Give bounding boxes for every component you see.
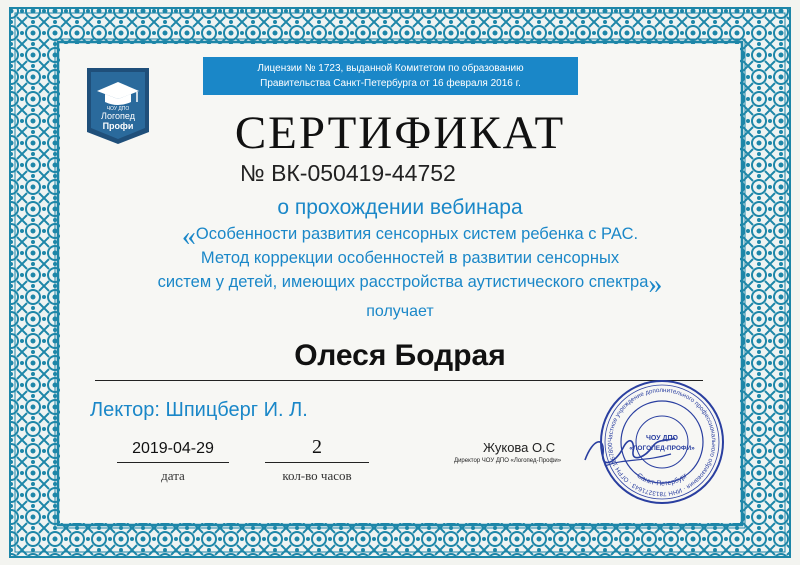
certificate-subtitle: о прохождении вебинара [277, 196, 523, 219]
close-quote: » [648, 269, 663, 300]
recipient-name: Олеся Бодрая [294, 339, 506, 372]
date-value: 2019-04-29 [132, 440, 214, 457]
lecturer: Лектор: Шпицберг И. Л. [90, 399, 308, 421]
signer-name: Жукова О.С [483, 440, 556, 455]
open-quote: « [181, 221, 196, 252]
stamp-center-line-1: ЧОУ ДПО [646, 435, 678, 442]
license-line-1: Лицензии № 1723, выданной Комитетом по образованию [257, 63, 524, 74]
hours-value: 2 [312, 436, 322, 458]
license-line-2: Правительства Санкт-Петербурга от 16 февраля 2016 г. [260, 78, 521, 89]
certificate-number: № ВК-050419-44752 [240, 160, 456, 186]
logo-line-2: Профи [102, 121, 134, 131]
stamp-outer-text: Частное учреждение дополнительного профессионального образования · ИНН 7813271643 · ОГРН 1167800 [606, 386, 718, 498]
date-label: дата [161, 468, 185, 483]
certificate-title: СЕРТИФИКАТ [234, 107, 566, 159]
svg-text:Санкт-Петербург [635, 472, 689, 487]
logo-line-1: Логопед [101, 111, 135, 121]
license-banner [203, 57, 578, 95]
stamp-city: Санкт-Петербург [635, 472, 689, 488]
logo-top-text: ЧОУ ДПО [106, 106, 130, 112]
topic-line-3: систем у детей, имеющих расстройства аутистического спектра [157, 273, 649, 291]
hours-label: кол-во часов [282, 468, 352, 483]
signer-position: Директор ЧОУ ДПО «Логопед-Профи» [454, 458, 562, 464]
receives-label: получает [366, 303, 434, 320]
topic-line-1: Особенности развития сенсорных систем ребенка с РАС. [195, 225, 639, 243]
stamp-center-line-2: «ЛОГОПЕД-ПРОФИ» [629, 445, 695, 452]
date-underline [117, 462, 229, 463]
official-stamp [598, 378, 726, 506]
topic-line-2: Метод коррекции особенностей в развитии сенсорных [200, 249, 620, 267]
hours-underline [265, 462, 369, 463]
webinar-topic [130, 221, 690, 300]
